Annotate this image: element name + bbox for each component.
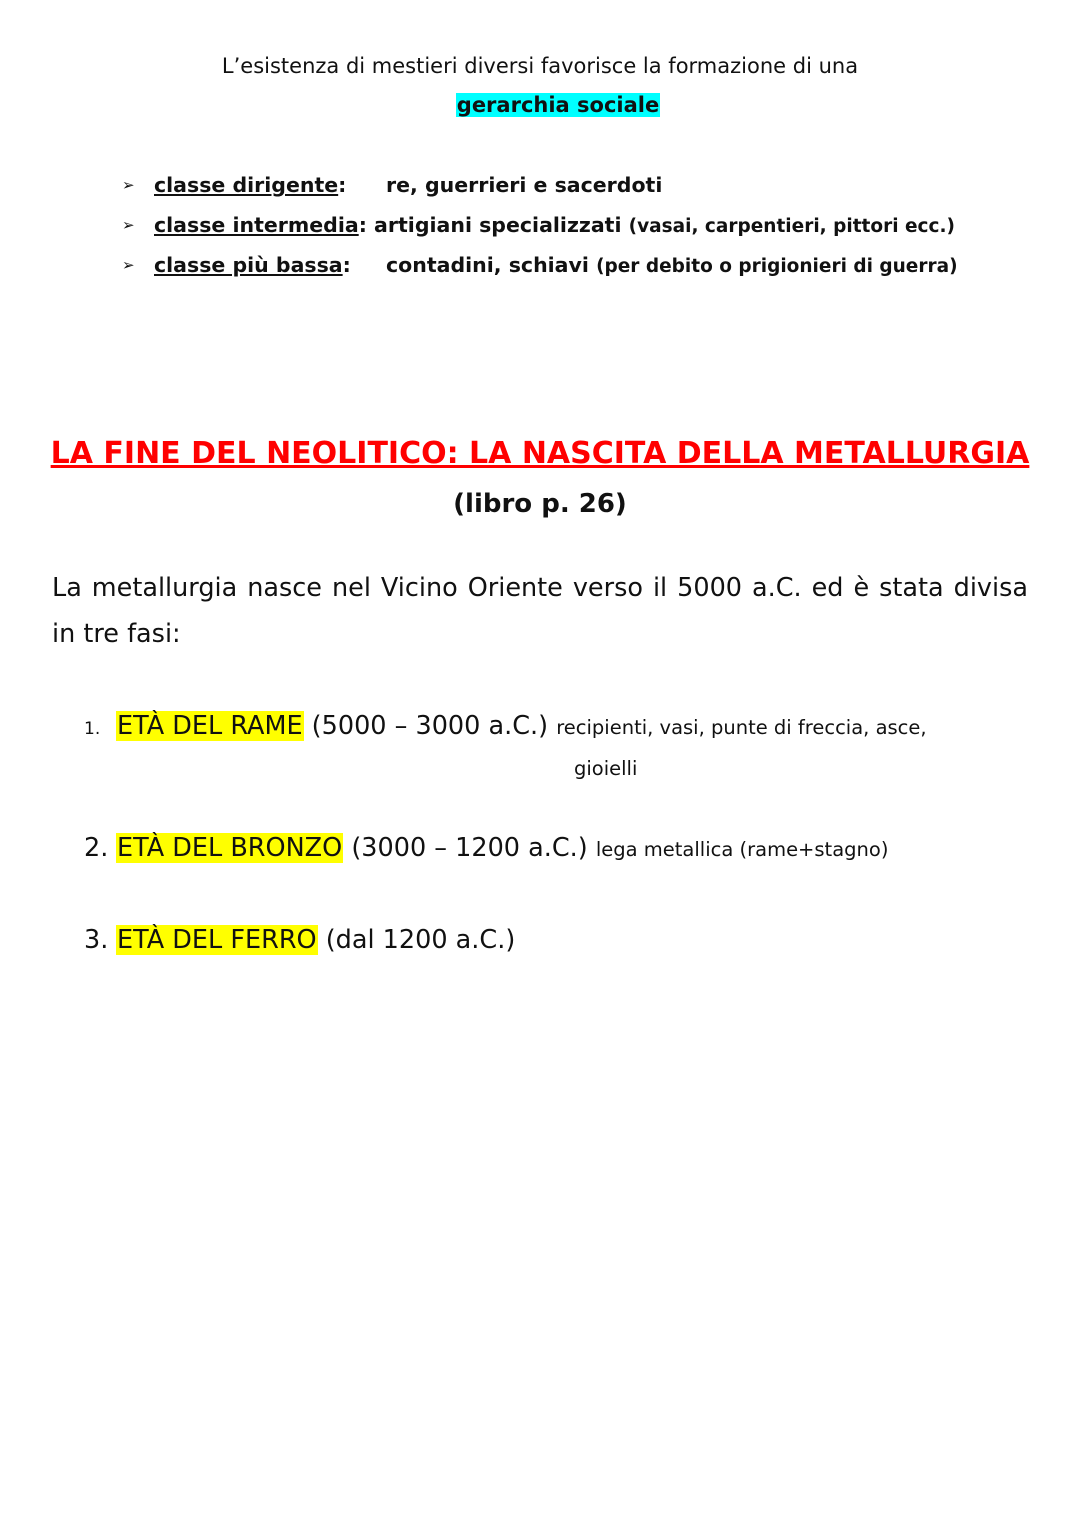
class-label: classe più bassa (154, 253, 343, 277)
arrow-bullet-icon: ➢ (122, 216, 135, 234)
phase-ferro (84, 922, 515, 958)
phase-name-highlight: ETÀ DEL FERRO (117, 925, 317, 955)
phase-rame (84, 708, 927, 747)
arrow-bullet-icon: ➢ (122, 176, 135, 194)
phase-rame-note-continued: gioielli (574, 757, 638, 780)
class-note: (per debito o prigionieri di guerra) (596, 256, 958, 277)
class-label: classe intermedia (154, 213, 359, 237)
class-row-intermedia (122, 210, 955, 242)
class-row-dirigente (122, 170, 662, 200)
class-detail: contadini, schiavi (386, 253, 589, 277)
phase-name-highlight: ETÀ DEL BRONZO (117, 833, 343, 863)
intro-text: L’esistenza di mestieri diversi favorisce la formazione di una (221, 54, 859, 78)
phase-period: (3000 – 1200 a.C.) (351, 833, 588, 863)
book-reference: (libro p. 26) (453, 489, 627, 519)
class-colon: : (358, 213, 367, 237)
phase-period: (5000 – 3000 a.C.) (311, 711, 549, 741)
phase-name-highlight: ETÀ DEL RAME (117, 711, 303, 741)
arrow-bullet-icon: ➢ (122, 256, 135, 274)
class-note: (vasai, carpentieri, pittori ecc.) (628, 216, 955, 237)
phase-number: 3. (84, 925, 109, 955)
phase-note: lega metallica (rame+stagno) (595, 838, 889, 861)
class-detail: re, guerrieri e sacerdoti (386, 173, 663, 197)
section-title: LA FINE DEL NEOLITICO: LA NASCITA DELLA METALLURGIA (50, 436, 1030, 471)
intro-highlight (0, 90, 1080, 120)
phase-number: 1. (84, 719, 101, 739)
class-detail: artigiani specializzati (374, 213, 622, 237)
phase-bronzo (84, 830, 888, 868)
phase-period: (dal 1200 a.C.) (325, 925, 516, 955)
class-label: classe dirigente (154, 173, 339, 197)
gerarchia-sociale-highlight: gerarchia sociale (456, 93, 660, 117)
phase-note: recipienti, vasi, punte di freccia, asce, (556, 716, 927, 739)
metallurgy-paragraph: La metallurgia nasce nel Vicino Oriente verso il 5000 a.C. ed è stata divisa in tre fasi: (52, 573, 1028, 649)
class-row-piu-bassa (122, 250, 958, 282)
class-colon: : (338, 173, 347, 197)
phase-number: 2. (84, 833, 109, 863)
class-colon: : (342, 253, 351, 277)
